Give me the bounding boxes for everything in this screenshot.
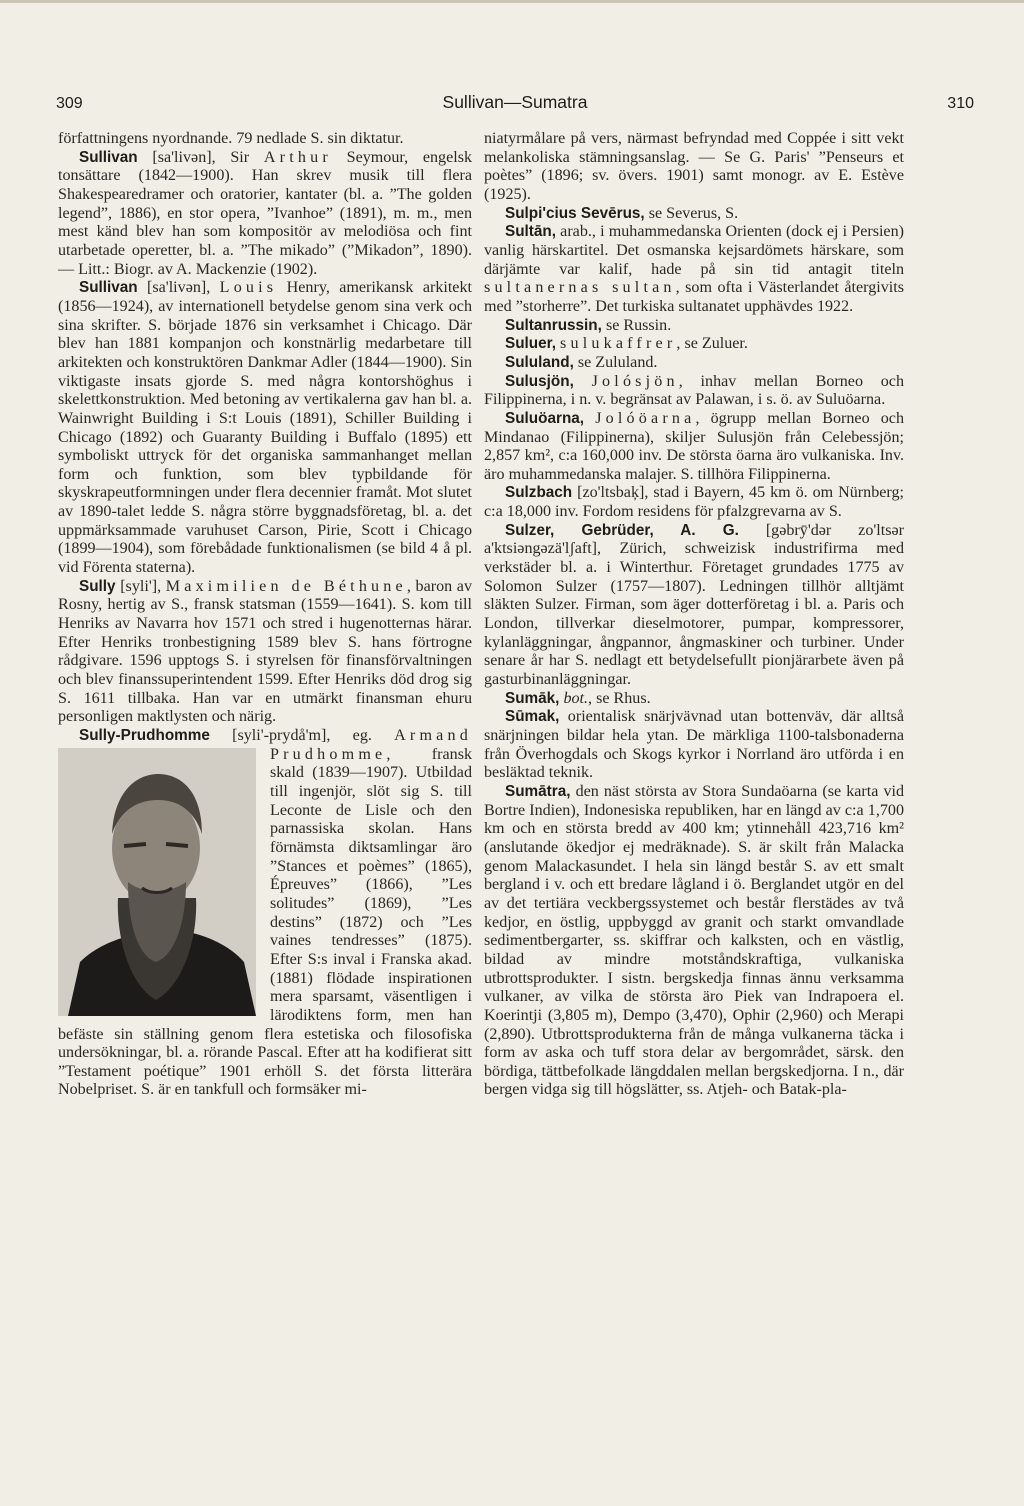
entry-sullivan-louis: Sullivan [sa'livən], Louis Henry, amerikansk arkitekt (1856—1924), av internationell betydelse genom sina verk och sina skrifter. S. började 1876 sin verksamhet i Chicago. Där blev han 1881 kompanjon och konstnärlig medarbetare till arkitekten och konstruktören Dankmar Adler (1844—1900). Sin viktigaste insats gjorde S. med några kontorshöghus i skelettkonstruktion. Med betoning av vertikalerna gav han bl. a. Wainwright Building i S:t Louis (1891), Schiller Building i Chicago (1892) och Guaranty Building i Buffalo (1895) ett symboliskt uttryck för det organiska sammanhanget mellan form och funktion, som blev typbildande för skyskrapeutformningen under flera decennier framåt. Mot slutet av 1890-talet ledde S. några större byggnadsföretag, bl. a. det uppmärksammade varuhuset Carson, Pirie, Scott i Chicago (1899—1904), som förebådade funktionalismen (se bild 4 å pl. vid Förenta staterna).: [58, 279, 472, 577]
spaced-term: sulukaffrer: [560, 335, 677, 353]
page-number-left: 309: [56, 95, 83, 112]
page-top-edge: [0, 0, 1024, 3]
entry-sultan: Sultān, arab., i muhammedanska Orienten (dock ej i Persien) vanlig härskartitel. Det osmanska kejsardömets härskare, som därjämte var kalif, hade på sin tid antagit titeln sultanernas sultan, som ofta i Västerlandet återgivits med ”storherre”. Det turkiska sultanatet upphävdes 1922.: [484, 223, 905, 315]
headword: Sully: [79, 577, 116, 595]
spaced-name: Armand Prudhomme: [270, 727, 472, 763]
headword: Sulzer, Gebrüder, A. G.: [505, 521, 739, 539]
headword: Suluer,: [505, 335, 557, 353]
entry-sululand: Sululand, se Zululand.: [505, 353, 658, 371]
entry-sully: Sully [syli'], Maximilien de Béthune, baron av Rosny, hertig av S., fransk statsman (1559—1641). S. kom till Henriks av Navarra hov 1571 och stred i hugenotternas härar. Efter Henriks tronbestigning 1589 blev S. hans förtrogne rådgivare. 1596 upptogs S. i styrelsen för finansförvaltningen och blev finanssuperintendent 1599. Efter Henriks död drog sig S. 1611 tillbaka. Han var en utmärkt finansman ehuru personligen maktlysten och närig.: [58, 577, 472, 726]
portrait-sully-prudhomme: [58, 748, 256, 1016]
entry-sumatra: Sumātra, den näst största av Stora Sundaöarna (se karta vid Bortre Indien), Indonesiska republiken, har en längd av c:a 1,700 km och en största bredd av 400 km; ytinnehåll 423,716 km² (anslutande ökedjor ej medräknade). S. är skilt från Malacka genom Malackasundet. I hela sin längd består S. av ett smalt bergland i v. och ett bredare lågland i ö. Berglandet utgör en del av det tertiära veckbergssystemet och består flerstädes av två kedjor, en östlig, uppbyggd av granit och starkt omvandlade sedimentbergarter, ss. skiffrar och kalksten, och en västlig, bildad av mindre motståndskraftiga, vulkaniska utbrottsprodukter. I sistn. bergskedja finnas ännu verksamma vulkaner, av vilka de största äro Piek van Indrapoera el. Koerintji (3,805 m), Dempo (3,470), Ophir (2,960) och Merapi (2,890). Utbrottsprodukterna från de många vulkanerna täcka i form av aska och tuff stora delar av bergområdet, särsk. den bördiga, tättbefolkade längddalen mellan bergskedjorna. I n., där bergen vidga sig till högslätter, ss. Atjeh- och Batak-pla-: [484, 782, 905, 1099]
headword: Sultān,: [505, 223, 556, 241]
continuation-paragraph: författningens nyordnande. 79 nedlade S. sin diktatur.: [58, 130, 404, 147]
headword: Sūmak,: [505, 708, 560, 726]
entry-sulpicius-severus: Sulpi'cius Sevērus, se Severus, S.: [505, 204, 739, 222]
spaced-name: Maximilien de Béthune: [165, 577, 407, 595]
page-number-right: 310: [947, 95, 974, 112]
continuation-paragraph: niatyrmålare på vers, närmast befryndad med Coppée i sitt vekt melankoliska stämningsanslag. — Se G. Paris' ”Penseurs et poètes” (1896; sv. övers. 1901) samt monogr. av E. Estève (1925).: [484, 130, 904, 203]
right-column: [484, 130, 904, 1100]
headword: Suluöarna,: [505, 409, 585, 427]
spaced-term: sultanernas sultan: [484, 279, 676, 297]
entry-sultanrussin: Sultanrussin, se Russin.: [505, 316, 672, 334]
headword: Sultanrussin,: [505, 316, 602, 334]
entry-suluoarna: Suluöarna, Jolóöarna, ögrupp mellan Borneo och Mindanao (Filippinerna), skiljer Sulusjön från Celebessjön; 2,857 km², c:a 160,000 inv. De största öarna äro vulkaniska. Inv. äro muhammedanska malajer. S. tillhöra Filippinerna.: [484, 409, 904, 483]
headword: Sullivan: [79, 148, 138, 166]
entry-sully-prudhomme: Sully-Prudhomme [syli'-prydå'm], eg. Armand Prudhomme , fransk skald (1839—1907). Utbildad till ingenjör, slöt sig S. till Leconte de Lisle och den parnassiska skolan. Hans förnämsta diktsamlingar äro ”Stances et poèmes” (1865), Épreuves” (1866), ”Les solitudes” (1869), ”Les destins” (1872) och ”Les vaines tendresses” (1875). Efter S:s inval i Franska akad. (1881) flödade inspirationen mera sparsamt, väsentligen i lärodiktens form, men han befäste sin ställning genom flera estetiska och filosofiska undersökningar, bl. a. rörande Pascal. Efter att ha kodifierat sitt ”Testament poétique” 1901 erhöll S. det första litterära Nobelpriset. S. är en tankfull och formsäker mi-: [58, 727, 472, 1099]
spaced-term: Jolósjön: [591, 372, 679, 390]
spaced-name: Louis: [219, 279, 278, 297]
entry-suluer: Suluer, sulukaffrer, se Zuluer.: [505, 335, 748, 353]
entry-sullivan-arthur: Sullivan [sa'livən], Sir Arthur Seymour, engelsk tonsättare (1842—1900). Han skrev musik till flera Shakespearedramer och oratorier, kantater (bl. a. ”The golden legend”, 1886), en stor opera, ”Ivanhoe” (1891), m. m., men mest känd blev han som kompositör av melodiösa och fint utarbetade operetter, bl. a. ”The mikado” (”Mikadon”, 1890). — Litt.: Biogr. av A. Mackenzie (1902).: [58, 148, 472, 278]
spaced-name: Arthur: [263, 148, 332, 166]
entry-sulzbach: Sulzbach [zo'ltsbaķ], stad i Bayern, 45 km ö. om Nürnberg; c:a 18,000 inv. Fordom residens för pfalzgrevarna av S.: [484, 484, 904, 521]
headword: Sully-Prudhomme: [79, 727, 210, 744]
headword: Sumātra,: [505, 782, 571, 800]
running-header: [56, 92, 974, 118]
headword: Sumāk,: [505, 689, 560, 707]
left-column: [58, 130, 472, 1100]
running-title: Sullivan—Sumatra: [442, 92, 588, 112]
entry-sumak-bot: Sumāk, bot., se Rhus.: [505, 689, 651, 707]
entry-sumak: Sūmak, orientalisk snärjvävnad utan bottenväv, där alltså snärjningen bildar hela ytan. De märkliga 1100-talsbonaderna från Överhogdals och Skogs kyrkor i Norrland äro utförda i en besläktad teknik.: [484, 708, 904, 782]
headword: Sulpi'cius Sevērus,: [505, 204, 645, 222]
headword: Sulusjön,: [505, 372, 574, 390]
headword: Sullivan: [79, 279, 138, 297]
spaced-term: Jolóöarna: [595, 409, 696, 427]
entry-sulusjon: Sulusjön, Jolósjön, inhav mellan Borneo och Filippinerna, i n. v. begränsat av Palawan, i s. ö. av Suluöarna.: [484, 372, 904, 409]
headword: Sululand,: [505, 353, 574, 371]
headword: Sulzbach: [505, 484, 573, 502]
entry-sulzer: Sulzer, Gebrüder, A. G. [gəbrȳ'dər zo'ltsər a'ktsiəngəzä'lʃaft], Zürich, schweizisk industrifirma med verkstäder bl. a. i Winterthur. Företaget grundades 1775 av Solomon Sulzer (1757—1807). Ledningen tillhör alltjämt släkten Sulzer. Firman, som äger dotterföretag i bl. a. Paris och London, tillverkar dieselmotorer, pumpar, kompressorer, kylanläggningar, ångpannor, ångmaskiner och turbiner. Under senare år har S. nedlagt ett betydelsefullt pionjärarbete även på gasturbinanläggningar.: [484, 521, 904, 689]
